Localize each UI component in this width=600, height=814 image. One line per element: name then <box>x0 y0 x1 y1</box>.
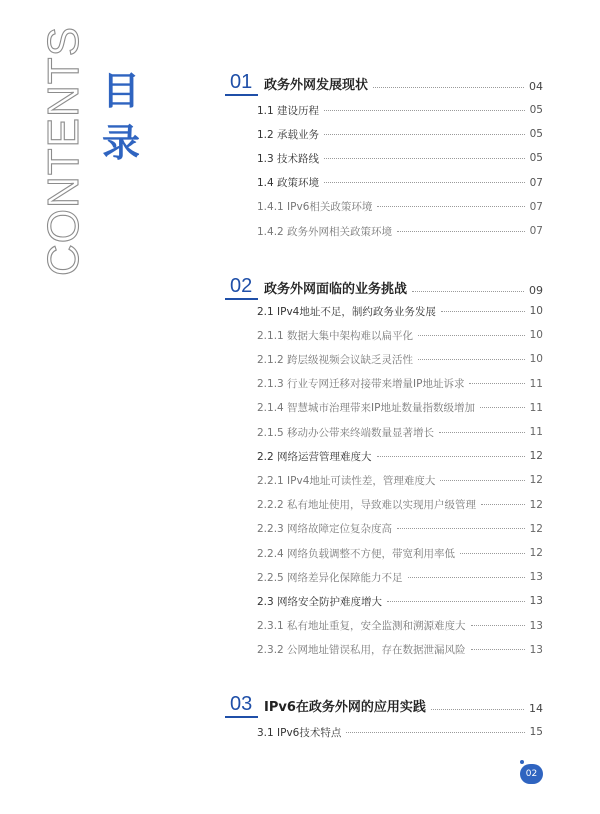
dot-leader <box>324 134 525 135</box>
toc-entry-page: 07 <box>529 225 543 237</box>
toc-entry-label: 2.1.3 行业专网迁移对接带来增量IP地址诉求 <box>257 378 465 391</box>
toc-entry-label: 2.2 网络运营管理难度大 <box>257 450 372 463</box>
toc-entry-page: 12 <box>529 474 543 487</box>
section-title: 政务外网面临的业务挑战 <box>264 282 408 297</box>
toc-entry-label: 2.2.1 IPv4地址可读性差，管理难度大 <box>257 474 436 487</box>
dot-leader <box>346 732 524 733</box>
dot-leader <box>439 432 525 433</box>
toc-entry-label: 2.3.1 私有地址重复，安全监测和溯源难度大 <box>257 620 466 633</box>
toc-entry-label: 1.4.1 IPv6相关政策环境 <box>257 201 373 214</box>
toc-entry-label: 2.2.3 网络故障定位复杂度高 <box>257 523 393 536</box>
dot-leader <box>324 182 525 183</box>
toc-entry[interactable] <box>257 200 543 214</box>
toc-entry[interactable] <box>257 449 543 463</box>
toc-entry-label: 2.3.2 公网地址错误私用，存在数据泄漏风险 <box>257 644 466 657</box>
title-char-mu: 目 <box>101 69 140 113</box>
toc-entry-label: 2.2.4 网络负载调整不方便，带宽利用率低 <box>257 547 456 560</box>
dot-leader <box>471 649 525 650</box>
section-page: 14 <box>529 702 543 715</box>
toc-entry[interactable] <box>257 328 543 342</box>
toc-entry[interactable] <box>257 725 543 739</box>
toc-entry-page: 05 <box>529 128 543 141</box>
dot-leader <box>431 709 524 710</box>
toc-entry[interactable] <box>257 176 543 190</box>
dot-leader <box>377 206 524 207</box>
dot-leader <box>469 383 524 384</box>
toc-section-2[interactable] <box>225 274 543 300</box>
dot-leader <box>440 480 524 481</box>
toc-entry[interactable] <box>257 151 543 165</box>
title-char-lu: 录 <box>101 121 140 165</box>
dot-leader <box>324 158 525 159</box>
toc-entry-page: 10 <box>529 329 543 342</box>
toc-entry-page: 13 <box>529 571 543 584</box>
toc-entry[interactable] <box>257 498 543 512</box>
dot-leader <box>324 110 525 111</box>
toc-entry[interactable] <box>257 619 543 633</box>
toc-entry-label: 2.1.5 移动办公带来终端数量显著增长 <box>257 426 435 439</box>
toc-entry-page: 12 <box>529 522 543 535</box>
dot-leader <box>373 87 524 88</box>
toc-entry-page: 13 <box>529 619 543 632</box>
toc-entry[interactable] <box>257 643 543 657</box>
dot-leader <box>460 553 525 554</box>
toc-entry-page: 11 <box>529 401 543 414</box>
toc-entry-page: 12 <box>529 547 543 559</box>
dot-leader <box>397 528 525 529</box>
toc-entry-page: 10 <box>529 353 543 366</box>
section-title: IPv6在政务外网的应用实践 <box>264 700 426 715</box>
toc-entry[interactable] <box>257 304 543 318</box>
toc-section-3[interactable] <box>225 692 543 718</box>
toc-entry-label: 1.4.2 政务外网相关政策环境 <box>257 225 393 238</box>
toc-entry-label: 2.1.4 智慧城市治理带来IP地址数量指数级增加 <box>257 402 475 415</box>
page-number-badge: 02 <box>520 764 543 784</box>
toc-entry[interactable] <box>257 473 543 487</box>
toc-entry[interactable] <box>257 352 543 366</box>
toc-entry-label: 1.3 技术路线 <box>257 152 320 165</box>
toc-entry-page: 07 <box>529 200 543 213</box>
toc-section-1[interactable] <box>225 70 543 96</box>
dot-leader <box>480 407 525 408</box>
toc-entry[interactable] <box>257 401 543 415</box>
dot-leader <box>418 359 525 360</box>
section-page: 04 <box>529 80 543 93</box>
toc-entry[interactable] <box>257 570 543 584</box>
toc-entry-label: 2.3 网络安全防护难度增大 <box>257 595 383 608</box>
toc-entry-label: 2.2.2 私有地址使用，导致难以实现用户级管理 <box>257 499 477 512</box>
toc-entry-page: 11 <box>529 426 543 438</box>
dot-leader <box>387 601 525 602</box>
section-number: 01 <box>225 72 258 96</box>
toc-entry-label: 2.1.2 跨层级视频会议缺乏灵活性 <box>257 353 414 366</box>
toc-entry-page: 12 <box>529 498 543 511</box>
page-dot-decoration <box>520 760 524 764</box>
toc-entry-label: 2.2.5 网络差异化保障能力不足 <box>257 571 403 584</box>
toc-entry[interactable] <box>257 546 543 560</box>
section-number: 02 <box>225 276 258 300</box>
toc-entry-page: 05 <box>529 104 543 116</box>
dot-leader <box>408 577 525 578</box>
dot-leader <box>441 311 525 312</box>
toc-entry[interactable] <box>257 224 543 238</box>
toc-entry-label: 1.1 建设历程 <box>257 104 320 117</box>
toc-entry-page: 13 <box>529 643 543 656</box>
toc-entry-page: 05 <box>529 152 543 165</box>
toc-entry-page: 07 <box>529 176 543 189</box>
toc-entry-page: 13 <box>529 595 543 608</box>
toc-entry-label: 1.2 承载业务 <box>257 128 320 141</box>
dot-leader <box>471 625 525 626</box>
toc-entry-page: 11 <box>529 377 543 390</box>
toc-entry-page: 10 <box>529 305 543 317</box>
toc-entry[interactable] <box>257 103 543 117</box>
toc-entry-page: 15 <box>529 726 543 738</box>
toc-entry[interactable] <box>257 127 543 141</box>
toc-entry[interactable] <box>257 425 543 439</box>
dot-leader <box>412 291 524 292</box>
toc-entry-label: 2.1.1 数据大集中架构难以扁平化 <box>257 329 414 342</box>
toc-entry[interactable] <box>257 377 543 391</box>
toc-entry[interactable] <box>257 522 543 536</box>
section-title: 政务外网发展现状 <box>264 78 369 93</box>
contents-heading: CONTENTS <box>39 26 88 276</box>
toc-entry-page: 12 <box>529 450 543 463</box>
dot-leader <box>377 456 525 457</box>
dot-leader <box>418 335 525 336</box>
section-number: 03 <box>225 694 258 718</box>
dot-leader <box>481 504 525 505</box>
toc-entry-label: 1.4 政策环境 <box>257 177 320 190</box>
dot-leader <box>397 231 525 232</box>
toc-entry-label: 3.1 IPv6技术特点 <box>257 726 342 739</box>
toc-entry[interactable] <box>257 594 543 608</box>
toc-entry-label: 2.1 IPv4地址不足，制约政务业务发展 <box>257 305 436 318</box>
section-page: 09 <box>529 284 543 297</box>
